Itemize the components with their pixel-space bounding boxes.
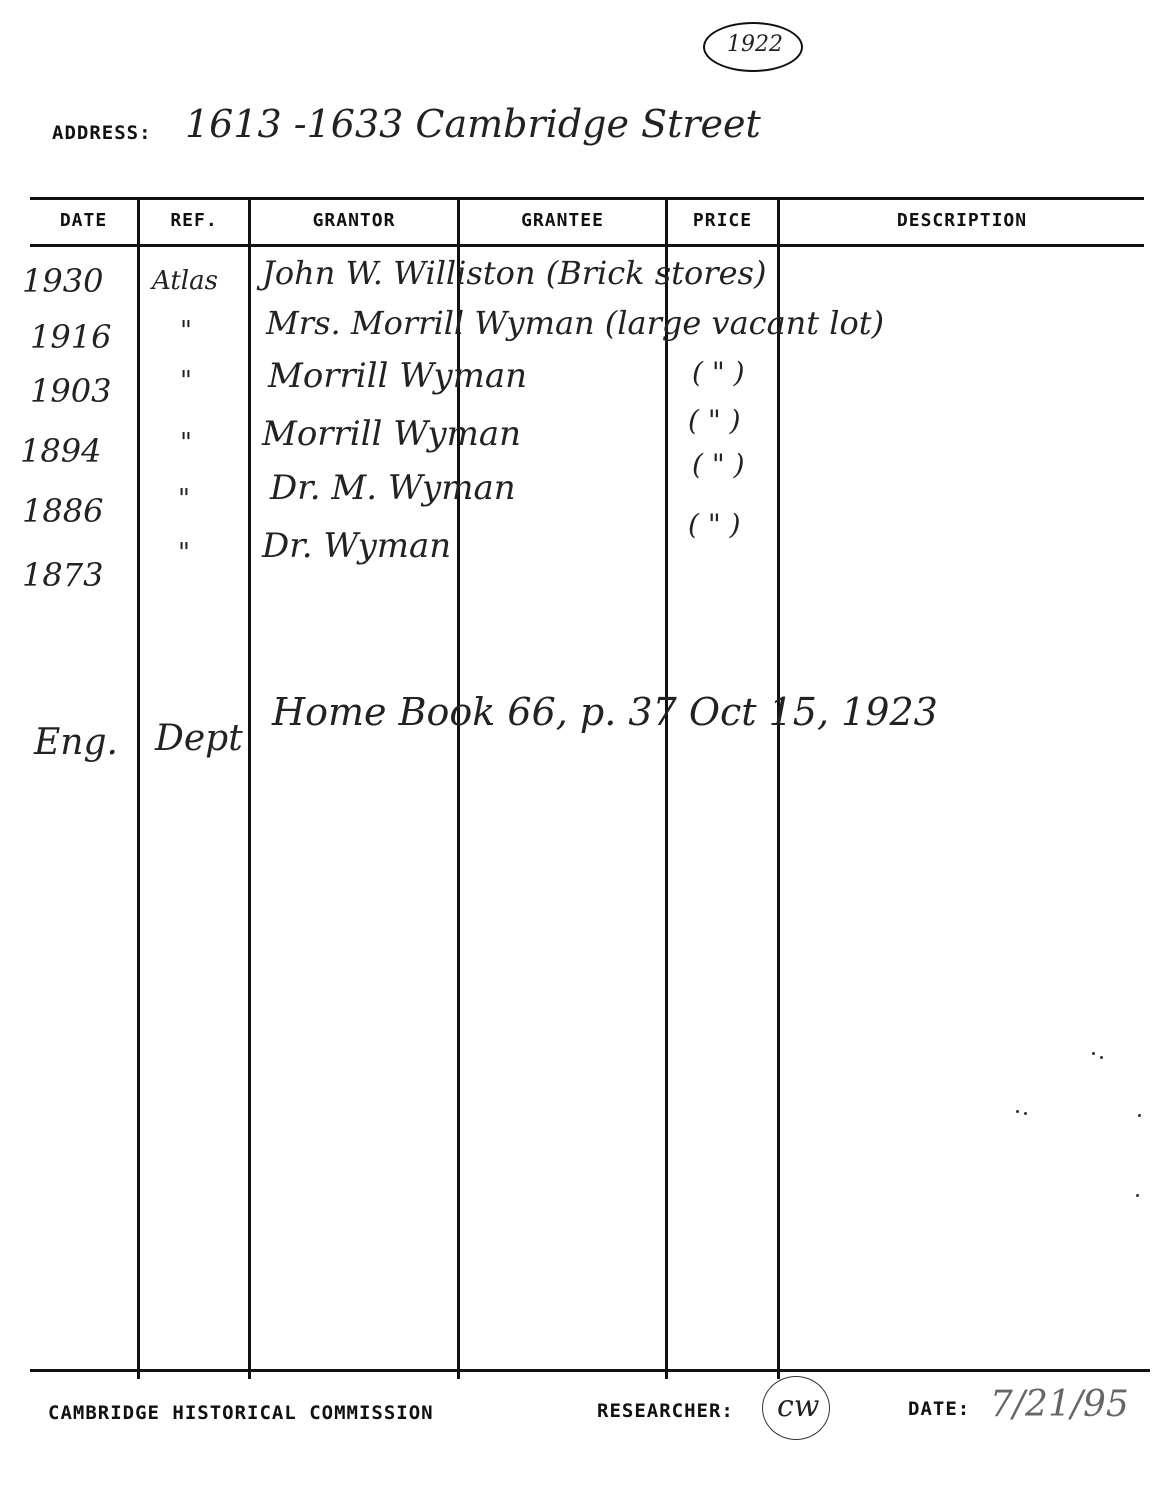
speck <box>1016 1110 1019 1113</box>
researcher-initials-circle <box>762 1376 830 1440</box>
row-ref: " <box>178 484 190 514</box>
row-entry: John W. Williston (Brick stores) <box>262 254 767 292</box>
year-stamp-text: 1922 <box>727 32 783 57</box>
col-header-grantor: GRANTOR <box>312 210 396 231</box>
col-header-grantee: GRANTEE <box>521 210 604 231</box>
column-divider <box>665 197 668 1379</box>
note-col1: Eng. <box>34 722 118 763</box>
row-date: 1916 <box>30 318 112 356</box>
col-header-description: DESCRIPTION <box>896 210 1028 231</box>
col-header-price: PRICE <box>692 210 753 231</box>
year-stamp <box>703 22 803 72</box>
researcher-initials: cw <box>777 1389 820 1424</box>
row-ref: " <box>178 538 190 568</box>
table-bottom-rule <box>30 1369 1150 1372</box>
footer-organization: CAMBRIDGE HISTORICAL COMMISSION <box>48 1402 434 1424</box>
row-date: 1873 <box>22 556 104 594</box>
table-top-rule <box>30 197 1144 200</box>
row-description: ( " ) <box>692 356 745 389</box>
row-ref: " <box>180 366 192 396</box>
row-ref: " <box>180 316 192 346</box>
row-entry: Morrill Wyman <box>268 356 528 396</box>
col-header-date: DATE <box>59 210 108 231</box>
row-description: ( " ) <box>688 508 741 541</box>
note-text: Home Book 66, p. 37 Oct 15, 1923 <box>272 690 938 734</box>
row-description: ( " ) <box>688 404 741 437</box>
col-header-ref: REF. <box>170 210 218 231</box>
column-divider <box>777 197 780 1379</box>
address-label: ADDRESS: <box>52 122 152 144</box>
speck <box>1092 1052 1095 1055</box>
column-divider <box>248 197 251 1379</box>
row-entry: Dr. M. Wyman <box>270 468 516 508</box>
row-date: 1886 <box>22 492 104 530</box>
row-date: 1894 <box>20 432 102 470</box>
row-entry: Mrs. Morrill Wyman (large vacant lot) <box>266 304 885 342</box>
speck <box>1100 1056 1103 1059</box>
address-value: 1613 -1633 Cambridge Street <box>185 102 761 146</box>
speck <box>1136 1194 1139 1197</box>
date-value: 7/21/95 <box>990 1384 1129 1425</box>
row-date: 1930 <box>22 262 104 300</box>
row-description: ( " ) <box>692 448 745 481</box>
note-col2: Dept <box>155 718 243 759</box>
row-entry: Dr. Wyman <box>262 526 452 566</box>
speck <box>1138 1114 1141 1117</box>
table-header-rule <box>30 244 1144 247</box>
row-entry: Morrill Wyman <box>262 414 522 454</box>
date-label: DATE: <box>908 1398 971 1420</box>
row-ref: Atlas <box>152 266 218 296</box>
row-date: 1903 <box>30 372 112 410</box>
row-ref: " <box>180 428 192 458</box>
column-divider <box>137 197 140 1379</box>
researcher-label: RESEARCHER: <box>597 1400 734 1422</box>
speck <box>1024 1112 1027 1115</box>
